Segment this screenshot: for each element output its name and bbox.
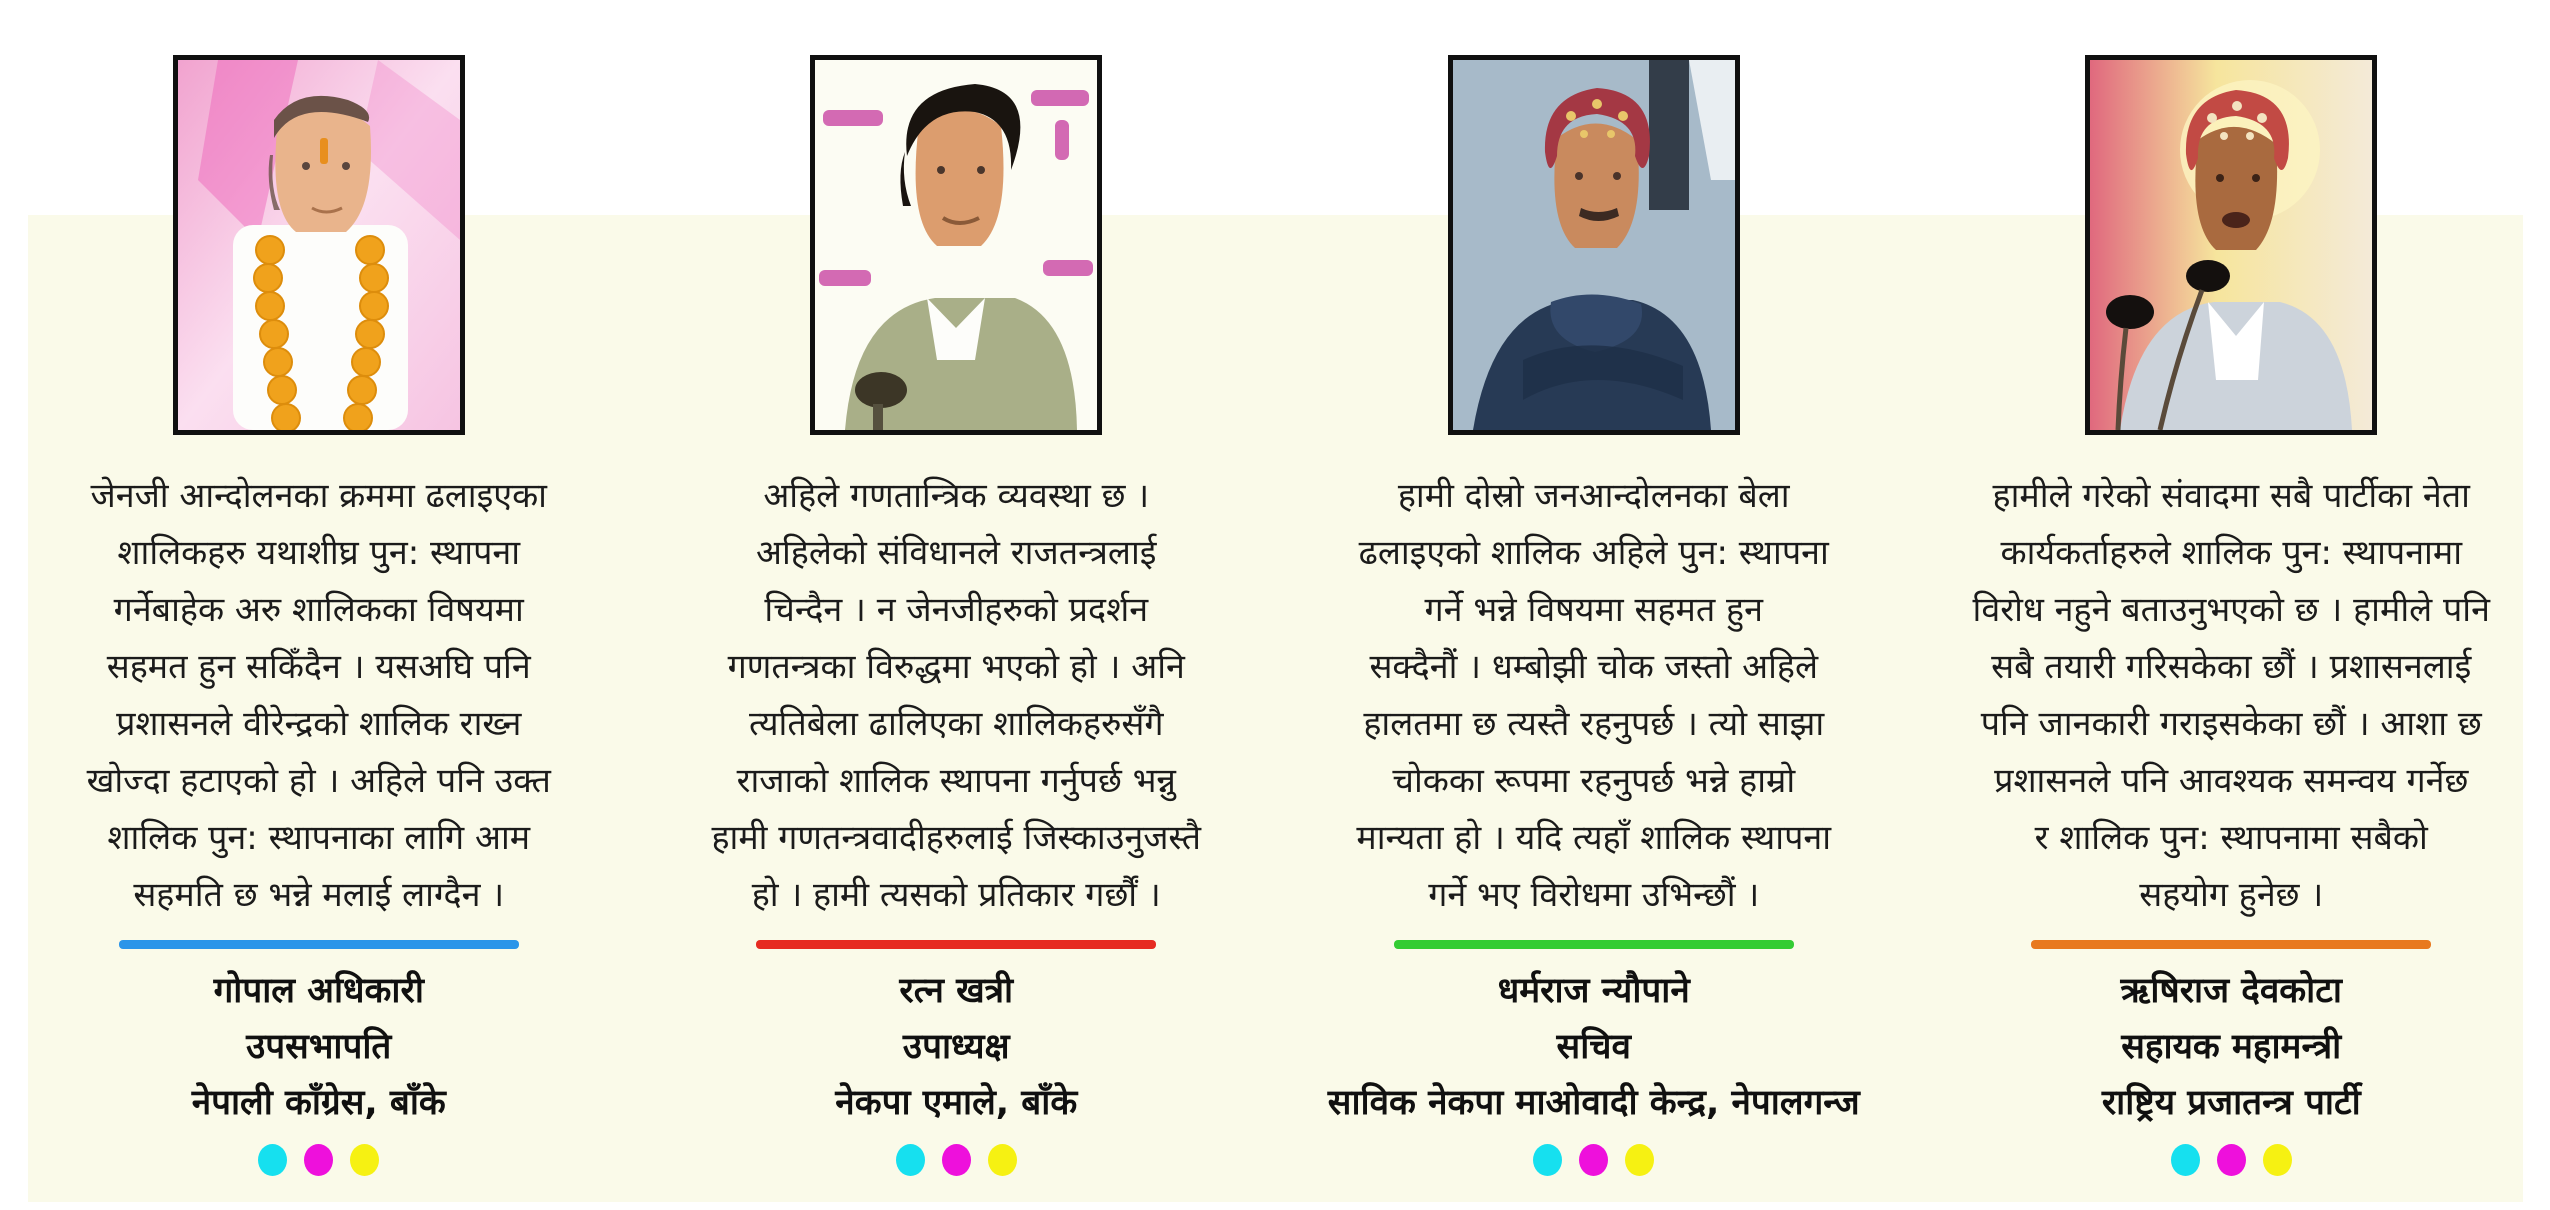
portrait-illustration-man-in-suit	[815, 60, 1097, 430]
magenta-dot	[2217, 1144, 2246, 1176]
yellow-dot	[2263, 1144, 2292, 1176]
person-name: रत्न खत्री	[899, 971, 1014, 1011]
person-position: सहायक महामन्त्री	[2121, 1027, 2342, 1067]
quote-line: अहिले गणतान्त्रिक व्यवस्था छ ।	[763, 476, 1150, 516]
quote-line: खोज्दा हटाएको हो । अहिले पनि उक्त	[86, 761, 551, 801]
divider-rule	[119, 940, 519, 949]
quote-line: हामीले गरेको संवादमा सबै पार्टीका नेता	[1992, 476, 2470, 516]
person-party: राष्ट्रिय प्रजातन्त्र पार्टी	[2101, 1083, 2361, 1123]
portrait-illustration-man-with-topi-scarf	[1453, 60, 1735, 430]
quote-line: सहयोग हुनेछ ।	[2139, 875, 2324, 915]
cmy-dots	[1533, 1144, 1654, 1176]
person-party: साविक नेकपा माओवादी केन्द्र, नेपालगन्ज	[1327, 1083, 1860, 1123]
quote-line: हालतमा छ त्यस्तै रहनुपर्छ । त्यो साझा	[1363, 704, 1825, 744]
quote-line: गणतन्त्रका विरुद्धमा भएको हो । अनि	[727, 647, 1185, 687]
quote-line: कार्यकर्ताहरुले शालिक पुन: स्थापनामा	[2000, 533, 2463, 573]
portrait-photo-4	[2085, 55, 2377, 435]
quote-line: र शालिक पुन: स्थापनामा सबैको	[2034, 818, 2428, 858]
quote-text	[711, 468, 1201, 924]
quote-line: सक्दैनौं । धम्बोझी चोक जस्तो अहिले	[1369, 647, 1819, 687]
divider-rule	[756, 940, 1156, 949]
portrait-photo-3	[1448, 55, 1740, 435]
quote-text	[1356, 468, 1831, 924]
person-name: गोपाल अधिकारी	[213, 971, 424, 1011]
cyan-dot	[1533, 1144, 1562, 1176]
quote-line: शालिकहरु यथाशीघ्र पुन: स्थापना	[117, 533, 521, 573]
quote-line: चिन्दैन । न जेनजीहरुको प्रदर्शन	[764, 590, 1149, 630]
person-position: सचिव	[1556, 1027, 1631, 1067]
yellow-dot	[350, 1144, 379, 1176]
magenta-dot	[304, 1144, 333, 1176]
person-position: उपसभापति	[246, 1027, 392, 1067]
portrait-illustration-speaker-with-topi-mics	[2090, 60, 2372, 430]
quote-line: सहमत हुन सकिँदैन । यसअघि पनि	[106, 647, 531, 687]
yellow-dot	[1625, 1144, 1654, 1176]
quote-text	[87, 468, 551, 924]
divider-rule	[2031, 940, 2431, 949]
profile-card-4	[1913, 0, 2550, 1210]
person-name: ऋषिराज देवकोटा	[2120, 971, 2342, 1011]
person-party: नेकपा एमाले, बाँके	[835, 1083, 1078, 1123]
profile-card-2	[638, 0, 1276, 1210]
quote-line: हामी गणतन्त्रवादीहरुलाई जिस्काउनुजस्तै	[711, 818, 1202, 858]
cyan-dot	[258, 1144, 287, 1176]
quote-line: सबै तयारी गरिसकेका छौं । प्रशासनलाई	[1991, 647, 2472, 687]
quote-line: मान्यता हो । यदि त्यहाँ शालिक स्थापना	[1356, 818, 1832, 858]
cmy-dots	[896, 1144, 1017, 1176]
quote-line: प्रशासनले पनि आवश्यक समन्वय गर्नेछ	[1994, 761, 2469, 801]
quote-line: ढलाइएको शालिक अहिले पुन: स्थापना	[1358, 533, 1829, 573]
magenta-dot	[942, 1144, 971, 1176]
quote-line: प्रशासनले वीरेन्द्रको शालिक राख्न	[116, 704, 522, 744]
portrait-photo-2	[810, 55, 1102, 435]
quote-text	[1973, 468, 2490, 924]
person-name: धर्मराज न्यौपाने	[1497, 971, 1690, 1011]
quote-line: हो । हामी त्यसको प्रतिकार गर्छौं ।	[751, 875, 1161, 915]
profile-card-3	[1275, 0, 1913, 1210]
quote-line: सहमति छ भन्ने मलाई लाग्दैन ।	[133, 875, 505, 915]
profile-card-1	[0, 0, 638, 1210]
person-position: उपाध्यक्ष	[902, 1027, 1010, 1067]
cyan-dot	[2171, 1144, 2200, 1176]
quote-line: अहिलेको संविधानले राजतन्त्रलाई	[756, 533, 1157, 573]
quote-line: राजाको शालिक स्थापना गर्नुपर्छ भन्नु	[736, 761, 1176, 801]
cmy-dots	[258, 1144, 379, 1176]
quote-line: विरोध नहुने बताउनुभएको छ । हामीले पनि	[1972, 590, 2490, 630]
portrait-photo-1	[173, 55, 465, 435]
cmy-dots	[2171, 1144, 2292, 1176]
quote-line: त्यतिबेला ढालिएका शालिकहरुसँगै	[748, 704, 1164, 744]
quote-line: जेनजी आन्दोलनका क्रममा ढलाइएका	[90, 476, 547, 516]
quote-line: शालिक पुन: स्थापनाका लागि आम	[107, 818, 531, 858]
divider-rule	[1394, 940, 1794, 949]
quote-line: गर्ने भए विरोधमा उभिन्छौं ।	[1428, 875, 1760, 915]
cyan-dot	[896, 1144, 925, 1176]
quote-line: गर्ने भन्ने विषयमा सहमत हुन	[1424, 590, 1763, 630]
quote-line: गर्नेबाहेक अरु शालिकका विषयमा	[113, 590, 524, 630]
portrait-illustration-garlanded-man	[178, 60, 460, 430]
person-party: नेपाली काँग्रेस, बाँके	[191, 1083, 446, 1123]
quote-line: चोकका रूपमा रहनुपर्छ भन्ने हाम्रो	[1392, 761, 1796, 801]
quote-line: पनि जानकारी गराइसकेका छौं । आशा छ	[1980, 704, 2482, 744]
yellow-dot	[988, 1144, 1017, 1176]
quote-line: हामी दोस्रो जनआन्दोलनका बेला	[1397, 476, 1790, 516]
magenta-dot	[1579, 1144, 1608, 1176]
